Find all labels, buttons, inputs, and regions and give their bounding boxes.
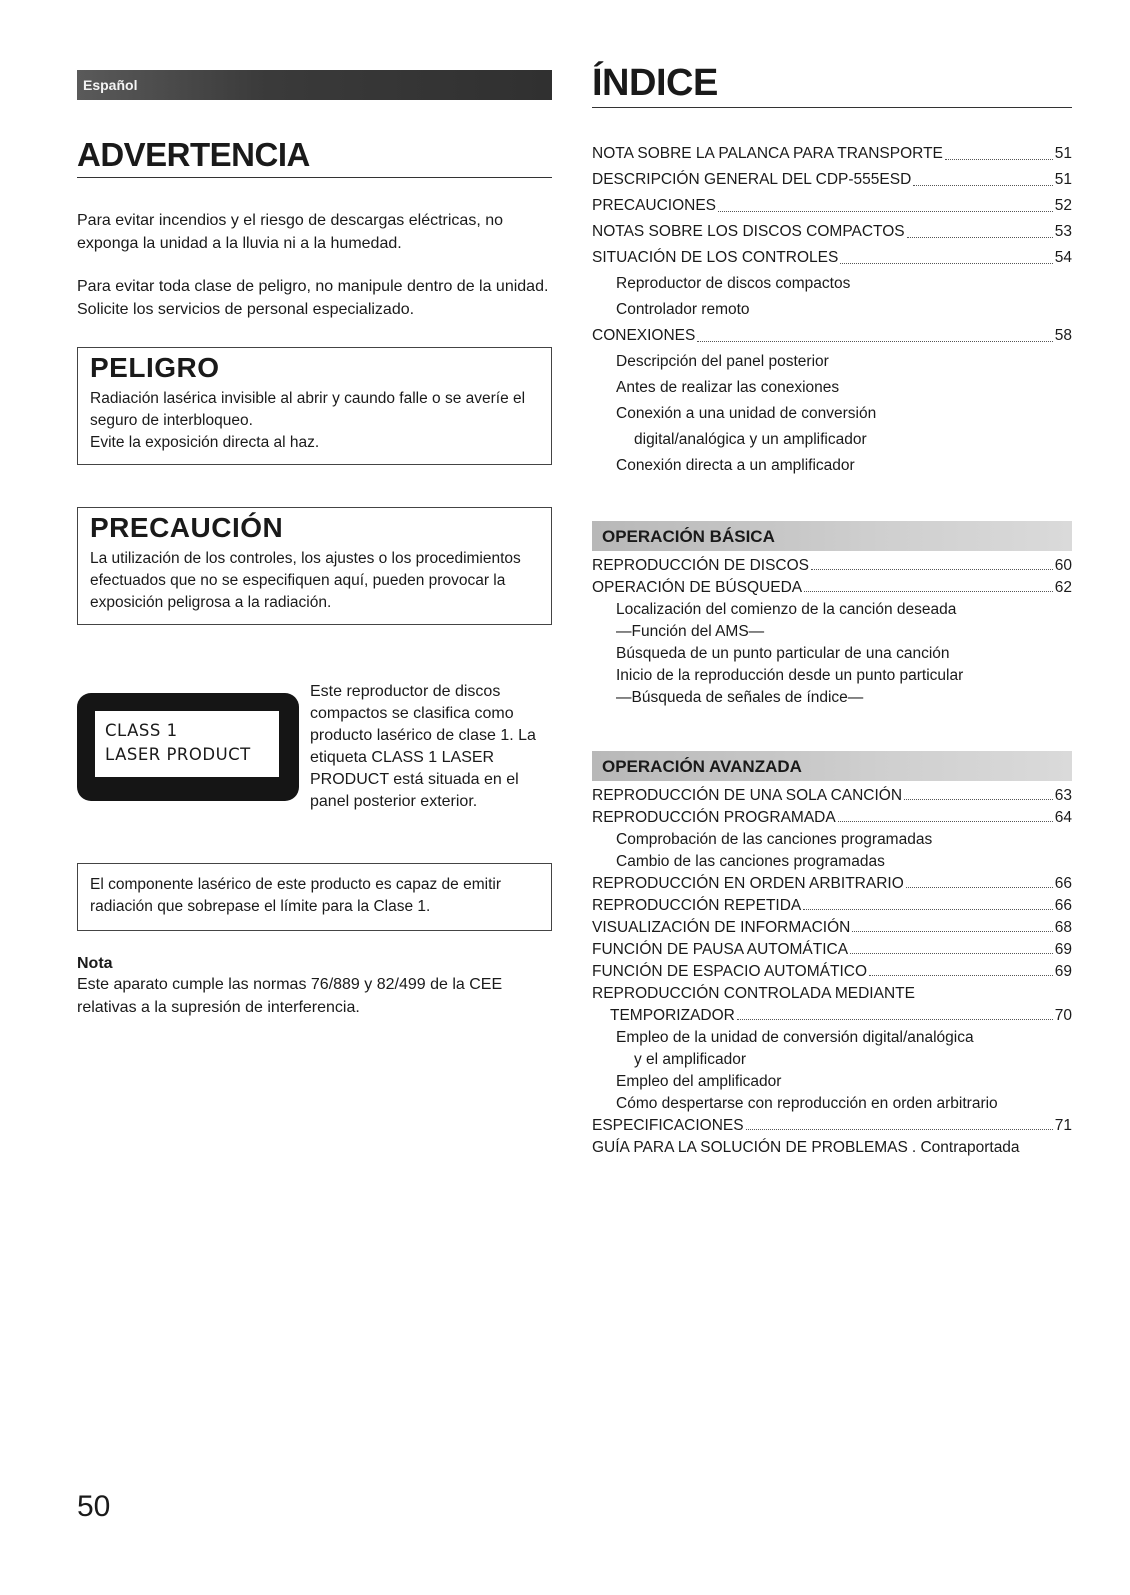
toc-entry-title: REPRODUCCIÓN CONTROLADA MEDIANTE bbox=[592, 985, 915, 1002]
peligro-title: PELIGRO bbox=[90, 352, 220, 383]
toc-entry-page: 62 bbox=[1054, 579, 1072, 596]
nota-heading: Nota bbox=[77, 955, 113, 972]
toc-subentry: Comprobación de las canciones programadas bbox=[616, 831, 933, 848]
toc-entry-title: FUNCIÓN DE ESPACIO AUTOMÁTICO bbox=[592, 963, 868, 980]
toc-leader bbox=[737, 1019, 1053, 1020]
toc-leader bbox=[718, 211, 1053, 212]
clase-text: El componente lasérico de este producto es capaz de emitir radiación que sobrepase el límite para la Clase 1. bbox=[90, 876, 501, 915]
laser-label-inner bbox=[95, 711, 279, 777]
toc-subentry: Localización del comienzo de la canción deseada bbox=[616, 601, 957, 618]
toc-entry-page: 66 bbox=[1054, 897, 1072, 914]
toc-subentry: Reproductor de discos compactos bbox=[616, 275, 851, 292]
toc-entry bbox=[592, 917, 1072, 939]
toc-leader bbox=[945, 159, 1053, 160]
toc-entry bbox=[592, 323, 1072, 349]
warning-title: ADVERTENCIA bbox=[77, 136, 552, 178]
toc-entry-title: CONEXIONES bbox=[592, 327, 696, 344]
left-column bbox=[77, 70, 552, 1019]
toc-entry bbox=[592, 807, 1072, 829]
toc-entry bbox=[592, 219, 1072, 245]
toc-entry-page: 51 bbox=[1054, 171, 1072, 188]
toc-avanzada bbox=[592, 785, 1072, 1159]
laser-description: Este reproductor de discos compactos se clasifica como producto lasérico de clase 1. La etiqueta CLASS 1 LASER PRODUCT está situada en el panel posterior exterior. bbox=[310, 683, 536, 810]
page-number: 50 bbox=[77, 1490, 111, 1523]
toc-entry-page: . Contraportada bbox=[911, 1139, 1020, 1156]
precaucion-box bbox=[77, 507, 552, 625]
toc-entry-title: GUÍA PARA LA SOLUCIÓN DE PROBLEMAS bbox=[592, 1139, 908, 1156]
toc-subentry: Cambio de las canciones programadas bbox=[616, 853, 885, 870]
toc-entry bbox=[592, 1115, 1072, 1137]
toc-entry-page: 60 bbox=[1054, 557, 1072, 574]
toc-subentry: Inicio de la reproducción desde un punto particular bbox=[616, 667, 964, 684]
toc-leader bbox=[803, 909, 1052, 910]
toc-entry-title: REPRODUCCIÓN DE DISCOS bbox=[592, 557, 810, 574]
right-column bbox=[592, 62, 1072, 1159]
toc-leader bbox=[811, 569, 1053, 570]
toc-subentry: Empleo de la unidad de conversión digital/analógica bbox=[616, 1029, 974, 1046]
toc-leader bbox=[904, 799, 1053, 800]
toc-entry-page: 64 bbox=[1054, 809, 1072, 826]
toc-subentry: Cómo despertarse con reproducción en orden arbitrario bbox=[616, 1095, 998, 1112]
toc-subentry: Conexión a una unidad de conversión bbox=[616, 405, 877, 422]
laser-section bbox=[77, 651, 552, 821]
toc-leader bbox=[804, 591, 1053, 592]
toc-entry bbox=[592, 245, 1072, 271]
toc-leader bbox=[850, 953, 1053, 954]
toc-subentry: Empleo del amplificador bbox=[616, 1073, 782, 1090]
warning-paragraph-2: Para evitar toda clase de peligro, no manipule dentro de la unidad. Solicite los servicios de personal especializado. bbox=[77, 278, 549, 318]
toc-subentry: Antes de realizar las conexiones bbox=[616, 379, 840, 396]
toc-entry-title: REPRODUCCIÓN EN ORDEN ARBITRARIO bbox=[592, 875, 904, 892]
warning-paragraph-1: Para evitar incendios y el riesgo de descargas eléctricas, no exponga la unidad a la lluvia ni a la humedad. bbox=[77, 212, 503, 252]
toc-entry bbox=[592, 895, 1072, 917]
toc-leader bbox=[913, 185, 1052, 186]
toc-entry-title: REPRODUCCIÓN DE UNA SOLA CANCIÓN bbox=[592, 787, 903, 804]
toc-entry bbox=[592, 873, 1072, 895]
laser-class-label bbox=[77, 693, 299, 801]
section-header-basica: OPERACIÓN BÁSICA bbox=[592, 521, 1072, 551]
toc-entry-title: PRECAUCIONES bbox=[592, 197, 717, 214]
toc-leader bbox=[697, 341, 1052, 342]
toc-entry-page: 51 bbox=[1054, 145, 1072, 162]
toc-entry-page: 69 bbox=[1054, 941, 1072, 958]
laser-label-line-1: CLASS 1 bbox=[105, 721, 178, 740]
toc-entry bbox=[592, 961, 1072, 983]
toc-entry bbox=[592, 555, 1072, 577]
toc-subentry-continued: digital/analógica y un amplificador bbox=[634, 431, 867, 448]
toc-subentry: —Búsqueda de señales de índice— bbox=[616, 689, 864, 706]
toc-entry-title: NOTAS SOBRE LOS DISCOS COMPACTOS bbox=[592, 223, 905, 240]
peligro-line-2: Evite la exposición directa al haz. bbox=[90, 434, 320, 451]
toc-leader bbox=[907, 237, 1053, 238]
toc-entry-title: DESCRIPCIÓN GENERAL DEL CDP-555ESD bbox=[592, 171, 912, 188]
toc-entry-title: SITUACIÓN DE LOS CONTROLES bbox=[592, 249, 839, 266]
toc-entry-heading bbox=[592, 983, 1072, 1005]
toc-subentry: Conexión directa a un amplificador bbox=[616, 457, 855, 474]
toc-entry-page: 53 bbox=[1054, 223, 1072, 240]
toc-entry-title: NOTA SOBRE LA PALANCA PARA TRANSPORTE bbox=[592, 145, 943, 162]
toc-subentry: Búsqueda de un punto particular de una canción bbox=[616, 645, 950, 662]
toc-entry-page: 69 bbox=[1054, 963, 1072, 980]
toc-leader bbox=[852, 931, 1052, 932]
toc-subentry-continued: y el amplificador bbox=[634, 1051, 746, 1068]
toc-entry-page: 58 bbox=[1054, 327, 1072, 344]
toc-leader bbox=[869, 975, 1053, 976]
laser-label-line-2: LASER PRODUCT bbox=[105, 745, 251, 764]
toc-entry-title: VISUALIZACIÓN DE INFORMACIÓN bbox=[592, 919, 851, 936]
toc-leader bbox=[906, 887, 1053, 888]
toc-entry-page: 71 bbox=[1054, 1117, 1072, 1134]
precaucion-text: La utilización de los controles, los ajustes o los procedimientos efectuados que no se especifiquen aquí, pueden provocar la exposición peligrosa a la radiación. bbox=[90, 550, 521, 611]
language-tab: Español bbox=[77, 70, 552, 100]
toc-basica bbox=[592, 555, 1072, 709]
toc-leader bbox=[838, 821, 1053, 822]
toc-general bbox=[592, 141, 1072, 479]
toc-subentry: —Función del AMS— bbox=[616, 623, 765, 640]
toc-entry-title: REPRODUCCIÓN PROGRAMADA bbox=[592, 809, 836, 826]
toc-entry-title: REPRODUCCIÓN REPETIDA bbox=[592, 897, 802, 914]
peligro-line-1: Radiación lasérica invisible al abrir y caundo falle o se averíe el seguro de interbloqueo. bbox=[90, 390, 526, 429]
toc-entry-page: 54 bbox=[1054, 249, 1072, 266]
toc-subentry: Controlador remoto bbox=[616, 301, 750, 318]
toc-entry-page: 63 bbox=[1054, 787, 1072, 804]
clase-box bbox=[77, 863, 552, 931]
toc-entry bbox=[592, 577, 1072, 599]
toc-subentry: Descripción del panel posterior bbox=[616, 353, 829, 370]
toc-entry-page: 68 bbox=[1054, 919, 1072, 936]
toc-entry bbox=[592, 1005, 1072, 1027]
toc-entry bbox=[592, 193, 1072, 219]
toc-leader bbox=[840, 263, 1052, 264]
toc-entry-title: TEMPORIZADOR bbox=[610, 1007, 735, 1024]
section-header-avanzada: OPERACIÓN AVANZADA bbox=[592, 751, 1072, 781]
precaucion-title: PRECAUCIÓN bbox=[90, 512, 284, 543]
toc-entry-title: FUNCIÓN DE PAUSA AUTOMÁTICA bbox=[592, 941, 849, 958]
toc-entry bbox=[592, 141, 1072, 167]
toc-entry bbox=[592, 1137, 1072, 1159]
indice-title: ÍNDICE bbox=[592, 62, 1072, 108]
toc-entry-title: ESPECIFICACIONES bbox=[592, 1117, 744, 1134]
toc-leader bbox=[746, 1129, 1053, 1130]
toc-entry bbox=[592, 785, 1072, 807]
toc-entry-title: OPERACIÓN DE BÚSQUEDA bbox=[592, 579, 803, 596]
peligro-box bbox=[77, 347, 552, 465]
toc-entry bbox=[592, 939, 1072, 961]
toc-entry-page: 70 bbox=[1054, 1007, 1072, 1024]
toc-entry-page: 52 bbox=[1054, 197, 1072, 214]
toc-entry-page: 66 bbox=[1054, 875, 1072, 892]
nota-text: Este aparato cumple las normas 76/889 y 82/499 de la CEE relativas a la supresión de interferencia. bbox=[77, 976, 503, 1016]
toc-entry bbox=[592, 167, 1072, 193]
